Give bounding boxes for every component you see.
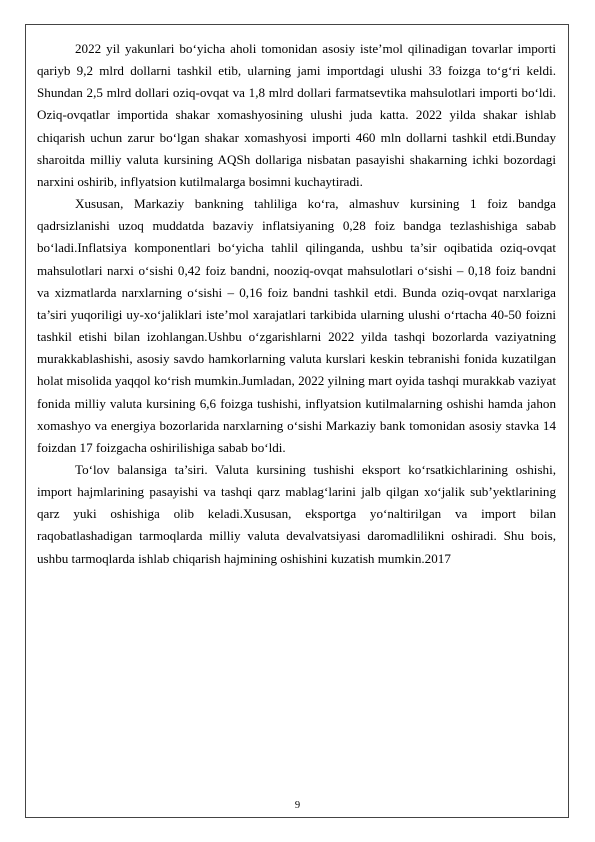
document-body [37, 38, 556, 570]
page-number: 9 [294, 800, 301, 811]
paragraph-3: To‘lov balansiga ta’siri. Valuta kursining tushishi eksport ko‘rsatkichlarining oshishi, import hajmlarining pasayishi va tashqi qarz mablag‘larini jalb qilgan xo‘jalik sub’yektlarining qarz yuki oshishiga olib keladi.Xususan, eksportga yo‘naltirilgan va import bilan raqobatlashadigan tarmoqlarda milliy valuta devalvatsiyasi daromadlilikni oshiradi. Shu bois, ushbu tarmoqlarda ishlab chiqarish hajmining oshishini kuzatish mumkin.2017 [37, 461, 556, 566]
paragraph-1: 2022 yil yakunlari bo‘yicha aholi tomonidan asosiy iste’mol qilinadigan tovarlar importi qariyb 9,2 mlrd dollarni tashkil etib, ularning jami importdagi ulushi 33 foizga to‘g‘ri keldi. Shundan 2,5 mlrd dollari oziq-ovqat va 1,8 mlrd dollari farmatsevtika mahsulotlari importi bo‘ldi. Oziq-ovqatlar importida shakar xomashyosining ulushi juda katta. 2022 yilda shakar ishlab chiqarish uchun zarur bo‘lgan shakar xomashyosi importi 460 mln dollarni tashkil etdi.Bunday sharoitda milliy valuta kursining AQSh dollariga nisbatan pasayishi shakarning ichki bozordagi narxini oshirib, inflyatsion kutilmalarga bosimni kuchaytiradi. [37, 41, 556, 189]
paragraph-2: Xususan, Markaziy bankning tahliliga ko‘ra, almashuv kursining 1 foiz bandga qadrsizlanishi uzoq muddatda bazaviy inflatsiyaning 0,28 foiz bandga tezlashishiga sabab bo‘ladi.Inflatsiya komponentlari bo‘yicha tahlil qilinganda, ushbu ta’sir oqibatida oziq-ovqat mahsulotlari narxi o‘sishi 0,42 foiz bandni, nooziq-ovqat mahsulotlari o‘sishi – 0,18 foiz bandni va xizmatlarda narxlarning o‘sishi – 0,16 foiz bandni tashkil etdi. Bunda oziq-ovqat narxlariga ta’siri yuqoriligi uy-xo‘jaliklari iste’mol xarajatlari tarkibida ularning ulushi o‘rtacha 40-50 foizni tashkil etishi bilan izohlangan.Ushbu o‘zgarishlarni 2022 yilda tashqi bozorlarda vaziyatning murakkablashishi, asosiy savdo hamkorlarning valuta kurslari keskin tebranishi fonida kuzatilgan holat misolida yaqqol ko‘rish mumkin.Jumladan, 2022 yilning mart oyida tashqi murakkab vaziyat fonida milliy valuta kursining 6,6 foizga tushishi, inflyatsion kutilmalarning oshishi hamda jahon xomashyo va energiya bozorlarida narxlarning o‘sishi Markaziy bank tomonidan asosiy stavka 14 foizdan 17 foizgacha oshirilishiga sabab bo‘ldi. [37, 196, 556, 455]
